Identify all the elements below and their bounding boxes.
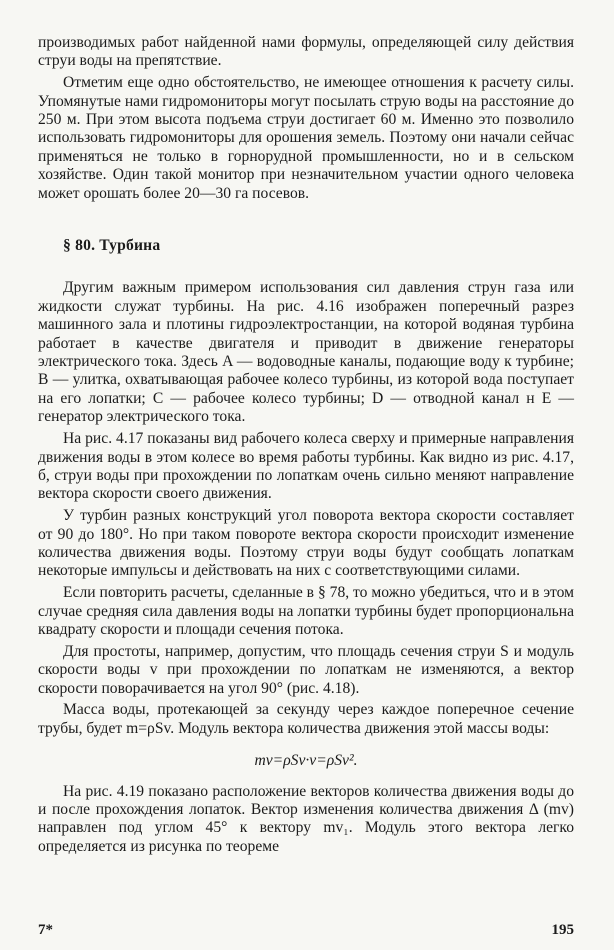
section-heading: § 80. Турбина (63, 237, 161, 255)
page-number: 195 (551, 922, 574, 938)
paragraph: Если повторить расчеты, сделанные в § 78, то можно убедиться, что и в этом случае средняя сила давления воды на лопатки турбины будет пропорциональна квадрату скорости и площади сечения потока. (38, 584, 574, 638)
paragraph: Другим важным примером использования сил давления струн газа или жидкости служат турбины. На рис. 4.16 изображен поперечный разрез машинного зала и плотины гидроэлектростанции, на которой водяная турбина работает в качестве двигателя и приводит в движение генераторы электрического тока. Здесь A — водоводные каналы, подающие воду к турбине; B — улитка, охватывающая рабочее колесо турбины, из которой вода поступает на его лопатки; C — рабочее колесо турбины; D — отводной канал н E — генератор электрического тока. (38, 279, 574, 426)
page-text (38, 34, 574, 856)
paragraph: На рис. 4.17 показаны вид рабочего колеса сверху и примерные направления движения воды в этом колесе во время работы турбины. Как видно из рис. 4.17, б, струи воды при прохождении по лопаткам очень сильно меняют направление вектора скорости своего движения. (38, 430, 574, 503)
paragraph: Для простоты, например, допустим, что площадь сечения струи S и модуль скорости воды v при прохождении по лопаткам не изменяются, а вектор скорости поворачивается на угол 90° (рис. 4.18). (38, 642, 574, 697)
paragraph: производимых работ найденной нами формулы, определяющей силу действия струи воды на препятствие. (38, 34, 574, 70)
paragraph: Отметим еще одно обстоятельство, не имеющее отношения к расчету силы. Упомянутые нами гидромониторы могут посылать струю воды на расстояние до 250 м. При этом высота подъема струи достигает 60 м. Именно это позволило использовать гидромониторы для орошения земель. Поэтому они начали сейчас применяться не только в горнорудной промышленности, но и в сельском хозяйстве. Один такой монитор при незначительном участии одного человека может орошать более 20—30 га посевов. (38, 74, 574, 202)
signature-mark: 7* (38, 922, 53, 938)
paragraph: Масса воды, протекающей за секунду через каждое поперечное сечение трубы, будет m=ρSv. Модуль вектора количества движения этой массы воды: (38, 701, 574, 737)
formula: mv=ρSv·v=ρSv². (254, 752, 358, 770)
paragraph: У турбин разных конструкций угол поворота вектора скорости составляет от 90 до 180°. Но при таком повороте вектора скорости происходит изменение количества движения воды. Поэтому струи воды будут сообщать лопаткам некоторые импульсы и действовать на них с соответствующими силами. (38, 507, 574, 580)
paragraph: На рис. 4.19 показано расположение векторов количества движения воды до и после прохождения лопаток. Вектор изменения количества движения Δ (mv) направлен под углом 45° к вектору mv₁. Модуль этого вектора легко определяется из рисунка по теореме (38, 782, 574, 855)
